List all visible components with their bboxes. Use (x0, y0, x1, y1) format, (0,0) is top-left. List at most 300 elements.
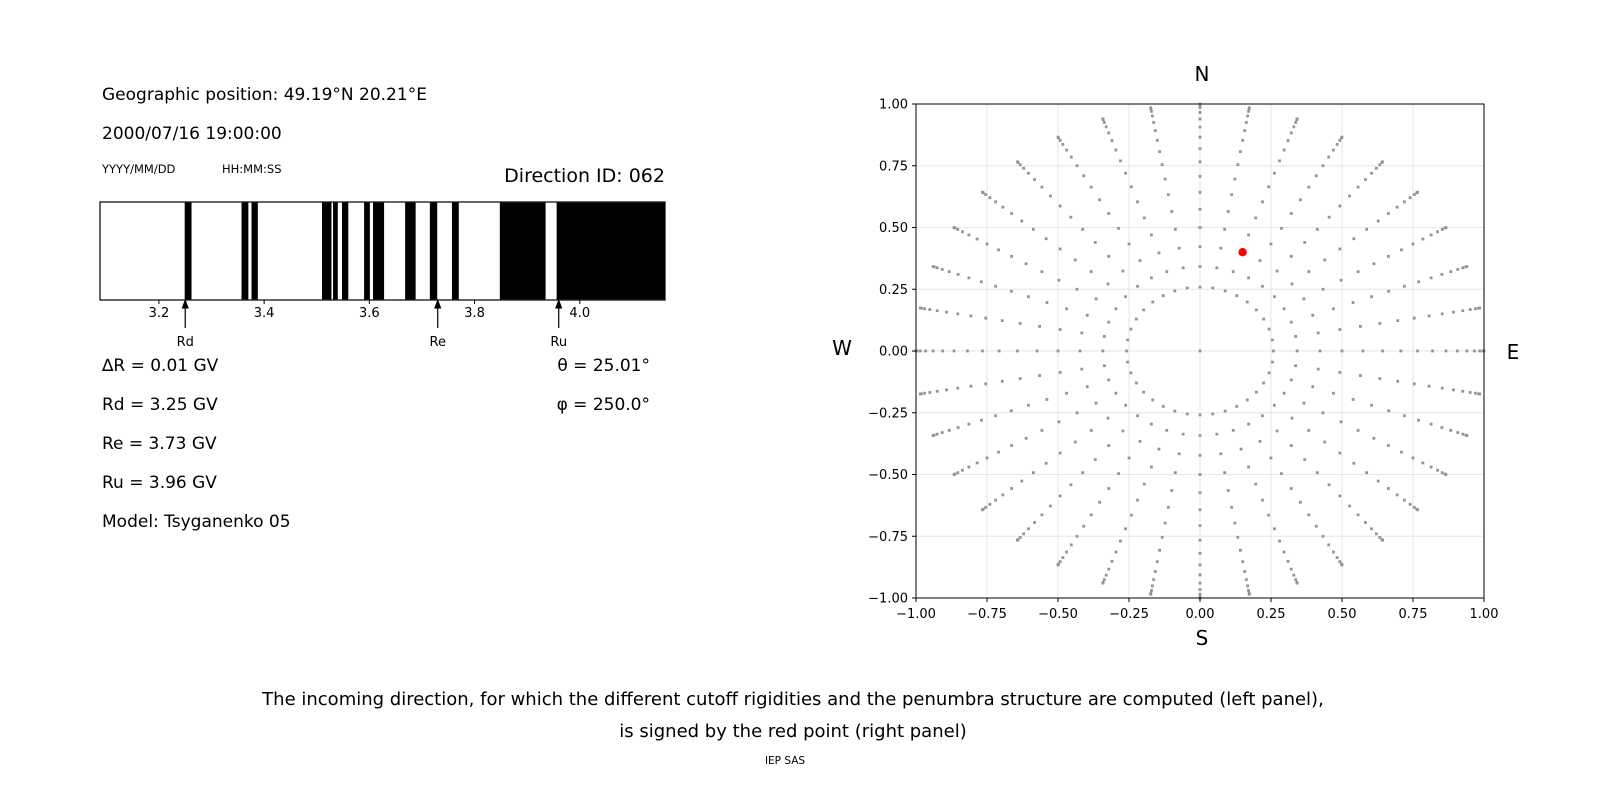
direction-dot (988, 503, 991, 506)
direction-dot (984, 317, 987, 320)
direction-dot (1396, 206, 1399, 209)
direction-dot (1403, 499, 1406, 502)
direction-dot (1057, 564, 1060, 567)
direction-dot (1247, 276, 1250, 279)
direction-grid-dots (915, 103, 1486, 600)
direction-dot (1283, 392, 1286, 395)
x-tick-label: 4.0 (569, 306, 591, 321)
direction-dot (1474, 392, 1477, 395)
direction-dot (1041, 270, 1044, 273)
direction-dot (1038, 325, 1041, 328)
direction-dot (1046, 301, 1049, 304)
direction-dot (1436, 469, 1439, 472)
direction-dot (1022, 532, 1025, 535)
direction-dot (1027, 295, 1030, 298)
direction-dot (1130, 514, 1133, 517)
direction-dot (1409, 503, 1412, 506)
direction-dot (967, 234, 970, 237)
direction-dot (1162, 294, 1165, 297)
direction-dot (1046, 398, 1049, 401)
direction-dot (957, 426, 960, 429)
annotation-label: Rd (176, 335, 194, 350)
direction-dot (1316, 471, 1319, 474)
direction-dot (936, 390, 939, 393)
direction-dot (1199, 286, 1202, 289)
direction-dot (1103, 364, 1106, 367)
direction-dot (1065, 149, 1068, 152)
x-tick-label: 1.00 (1469, 607, 1499, 622)
direction-dot (1291, 283, 1294, 286)
direction-dot (1294, 578, 1297, 581)
direction-dot (1247, 589, 1250, 592)
direction-dot (1296, 582, 1299, 585)
direction-dot (1199, 175, 1202, 178)
direction-dot (1247, 423, 1250, 426)
direction-dot (1246, 301, 1249, 304)
x-tick-label: 3.2 (148, 306, 170, 321)
direction-dot (980, 419, 983, 422)
direction-id-title: Direction ID: 062 (504, 165, 665, 187)
direction-dot (1105, 574, 1108, 577)
direction-dot (1117, 227, 1120, 230)
direction-dot (1278, 540, 1281, 543)
direction-dot (919, 392, 922, 395)
y-tick-label: −0.75 (868, 529, 908, 545)
direction-dot (1290, 444, 1293, 447)
direction-dot (1272, 350, 1275, 353)
direction-dot (1199, 539, 1202, 542)
direction-dot (1162, 405, 1165, 408)
direction-dot (1107, 131, 1110, 134)
direction-dot (1255, 309, 1258, 312)
direction-dot (1332, 551, 1335, 554)
direction-dot (1199, 350, 1202, 353)
x-tick-label: −0.50 (1038, 607, 1078, 622)
direction-dot (1010, 290, 1013, 293)
time-format-hint: HH:MM:SS (222, 162, 282, 176)
direction-dot (1142, 391, 1145, 394)
direction-dot (1240, 448, 1243, 451)
direction-dot (1010, 255, 1013, 258)
direction-dot (1338, 560, 1341, 563)
direction-dot (1317, 368, 1320, 371)
direction-dot (1076, 164, 1079, 167)
direction-dot (1246, 399, 1249, 402)
direction-dot (1303, 458, 1306, 461)
direction-dot (1186, 413, 1189, 416)
direction-dot (1322, 535, 1325, 538)
direction-dot (1403, 200, 1406, 203)
direction-dot (1413, 382, 1416, 385)
direction-dot (1348, 505, 1351, 508)
direction-dot (1403, 285, 1406, 288)
direction-dot (1025, 262, 1028, 265)
param-theta: θ = 25.01° (557, 356, 650, 376)
param-re: Re = 3.73 GV (102, 434, 217, 454)
direction-dot (1119, 159, 1122, 162)
direction-dot (1107, 212, 1110, 215)
direction-dot (1215, 433, 1218, 436)
direction-dot (1338, 328, 1341, 331)
param-ru: Ru = 3.96 GV (102, 473, 217, 493)
direction-dot (1283, 307, 1286, 310)
direction-dot (1262, 382, 1265, 385)
direction-dot (1199, 573, 1202, 576)
direction-dot (1247, 466, 1250, 469)
direction-dot (1236, 163, 1239, 166)
direction-dot (1381, 160, 1384, 163)
direction-dot (1059, 139, 1062, 142)
direction-dot (1156, 560, 1159, 563)
direction-dot (1283, 551, 1286, 554)
direction-dot (1236, 536, 1239, 539)
direction-dot (1061, 556, 1064, 559)
direction-dot (1114, 551, 1117, 554)
direction-dot (1199, 564, 1202, 567)
direction-dot (1107, 417, 1110, 420)
direction-dot (1452, 311, 1455, 314)
direction-dot (1090, 513, 1093, 516)
y-tick-label: −0.25 (868, 406, 908, 422)
direction-dot (1150, 276, 1153, 279)
direction-dot (1441, 387, 1444, 390)
direction-dot (1336, 556, 1339, 559)
direction-dot (1422, 238, 1425, 241)
direction-dot (1082, 174, 1085, 177)
direction-dot (1416, 191, 1419, 194)
direction-dot (1469, 391, 1472, 394)
direction-dot (1430, 466, 1433, 469)
direction-dot (1456, 268, 1459, 271)
direction-dot (1074, 441, 1077, 444)
direction-dot (1338, 205, 1341, 208)
direction-dot (1299, 198, 1302, 201)
credit-text: IEP SAS (764, 755, 806, 767)
direction-dot (1001, 380, 1004, 383)
direction-dot (988, 196, 991, 199)
direction-dot (1370, 527, 1373, 530)
direction-dot (1396, 380, 1399, 383)
direction-dot (1041, 186, 1044, 189)
direction-dot (1259, 259, 1262, 262)
direction-dot (1199, 245, 1202, 248)
y-tick-label: −1.00 (868, 591, 908, 607)
direction-dot (1452, 388, 1455, 391)
direction-dot (1070, 543, 1073, 546)
direction-dot (1178, 247, 1181, 250)
direction-dot (1387, 290, 1390, 293)
direction-dot (1020, 220, 1023, 223)
direction-dot (976, 462, 979, 465)
direction-dot (1294, 335, 1297, 338)
direction-dot (1038, 374, 1041, 377)
direction-dot (1381, 539, 1384, 542)
direction-dot (1041, 429, 1044, 432)
direction-dot (1307, 513, 1310, 516)
direction-dot (1105, 125, 1108, 128)
direction-dot (948, 429, 951, 432)
direction-dot (1248, 106, 1251, 109)
direction-dot (1340, 420, 1343, 423)
direction-dot (1235, 294, 1238, 297)
direction-dot (1338, 248, 1341, 251)
direction-dot (1199, 117, 1202, 120)
direction-dot (1322, 164, 1325, 167)
forbidden-band (373, 203, 384, 300)
direction-dot (1474, 307, 1477, 310)
x-tick-label: 0.50 (1327, 607, 1357, 622)
direction-dot (1142, 309, 1145, 312)
direction-dot (932, 350, 935, 353)
direction-dot (1316, 228, 1319, 231)
direction-dot (1199, 191, 1202, 194)
direction-dot (1327, 543, 1330, 546)
direction-dot (1154, 129, 1157, 132)
direction-dot (1150, 234, 1153, 237)
direction-dot (1150, 466, 1153, 469)
direction-dot (1057, 136, 1060, 139)
direction-dot (1280, 472, 1283, 475)
direction-dot (1041, 513, 1044, 516)
direction-dot (1128, 457, 1131, 460)
direction-dot (1199, 491, 1202, 494)
direction-dot (1065, 307, 1068, 310)
direction-dot (1150, 110, 1153, 113)
direction-dot (1136, 414, 1139, 417)
direction-dot (1430, 234, 1433, 237)
direction-dot (1170, 210, 1173, 213)
direction-dot (1299, 501, 1302, 504)
direction-dot (953, 473, 956, 476)
direction-dot (1224, 290, 1227, 293)
direction-dot (1357, 513, 1360, 516)
direction-dot (1151, 585, 1154, 588)
direction-dot (1152, 121, 1155, 124)
caption-line-2: is signed by the red point (right panel) (619, 721, 967, 742)
direction-dot (1158, 549, 1161, 552)
direction-dot (1080, 368, 1083, 371)
direction-dot (981, 191, 984, 194)
direction-dot (1119, 540, 1122, 543)
direction-dot (1290, 487, 1293, 490)
direction-dot (1478, 392, 1481, 395)
direction-dot (1010, 409, 1013, 412)
annotation-label: Re (429, 335, 446, 350)
direction-dot (1290, 378, 1293, 381)
direction-dot (1292, 574, 1295, 577)
direction-dot (1121, 430, 1124, 433)
direction-dot (1409, 196, 1412, 199)
direction-dot (1032, 228, 1035, 231)
direction-dot (1128, 243, 1131, 246)
forbidden-band (185, 203, 192, 300)
direction-dot (1456, 350, 1459, 353)
direction-dot (941, 350, 944, 353)
direction-dot (1261, 414, 1264, 417)
direction-dot (1387, 409, 1390, 412)
direction-dot (986, 457, 989, 460)
direction-dot (1199, 136, 1202, 139)
direction-dot (1445, 350, 1448, 353)
direction-dot (953, 226, 956, 229)
direction-dot (1090, 429, 1093, 432)
direction-dot (1315, 174, 1318, 177)
direction-dot (1199, 582, 1202, 585)
direction-dot (1341, 350, 1344, 353)
forbidden-band (557, 203, 665, 300)
direction-dot (1199, 265, 1202, 268)
direction-dot (1271, 338, 1274, 341)
param-model: Model: Tsyganenko 05 (102, 512, 291, 532)
direction-dot (1027, 404, 1030, 407)
direction-dot (1268, 371, 1271, 374)
direction-dot (1247, 110, 1250, 113)
direction-dot (967, 466, 970, 469)
direction-dot (1378, 377, 1381, 380)
direction-dot (1164, 522, 1167, 525)
direction-dot (1107, 321, 1110, 324)
direction-dot (1090, 270, 1093, 273)
direction-dot (1199, 111, 1202, 114)
direction-dot (1332, 149, 1335, 152)
direction-dot (1461, 266, 1464, 269)
direction-dot (1101, 350, 1104, 353)
direction-dot (1049, 195, 1052, 198)
direction-dot (1158, 150, 1161, 153)
x-tick-label: 3.8 (464, 306, 485, 321)
direction-dot (1070, 216, 1073, 219)
direction-dot (1150, 423, 1153, 426)
direction-dot (1478, 307, 1481, 310)
direction-dot (1059, 560, 1062, 563)
direction-dot (928, 308, 931, 311)
x-tick-label: 3.4 (253, 306, 275, 321)
direction-dot (1154, 570, 1157, 573)
direction-dot (1440, 426, 1443, 429)
direction-dot (1365, 471, 1368, 474)
direction-dot (1332, 392, 1335, 395)
annotation-label: Ru (550, 335, 568, 350)
x-tick-label: −0.25 (1109, 607, 1149, 622)
direction-dot (1478, 350, 1481, 353)
direction-dot (1399, 350, 1402, 353)
direction-dot (1065, 392, 1068, 395)
direction-dot (969, 314, 972, 317)
direction-dot (1151, 115, 1154, 118)
direction-dot (1303, 297, 1306, 300)
direction-dot (941, 268, 944, 271)
direction-dot (1276, 430, 1279, 433)
direction-dot (994, 200, 997, 203)
direction-dot (1430, 276, 1433, 279)
direction-dot (1294, 364, 1297, 367)
direction-dot (1107, 487, 1110, 490)
direction-dot (1032, 471, 1035, 474)
direction-dot (1174, 471, 1177, 474)
direction-dot (945, 311, 948, 314)
direction-dot (1111, 560, 1114, 563)
direction-dot (1261, 499, 1264, 502)
y-tick-label: 0.25 (879, 282, 908, 298)
param-delta-r: ∆R = 0.01 GV (102, 356, 219, 376)
direction-dot (1465, 350, 1468, 353)
direction-dot (1247, 234, 1250, 237)
direction-dot (1135, 382, 1138, 385)
direction-dot (1098, 501, 1101, 504)
direction-dot (1033, 178, 1036, 181)
direction-dot (1370, 295, 1373, 298)
direction-dot (1327, 156, 1330, 159)
direction-dot (1156, 139, 1159, 142)
direction-dot (1182, 433, 1185, 436)
direction-dot (1261, 200, 1264, 203)
direction-dot (1103, 335, 1106, 338)
direction-dot (1143, 483, 1146, 486)
direction-dot (948, 270, 951, 273)
direction-dot (1230, 193, 1233, 196)
direction-dot (1059, 205, 1062, 208)
direction-dot (1149, 106, 1152, 109)
direction-dot (1223, 228, 1226, 231)
direction-dot (967, 423, 970, 426)
direction-dot (1413, 506, 1416, 509)
direction-dot (1283, 149, 1286, 152)
direction-dot (966, 350, 969, 353)
direction-dot (1387, 212, 1390, 215)
direction-dot (1059, 371, 1062, 374)
x-tick-label: −0.75 (967, 607, 1007, 622)
direction-dot (961, 469, 964, 472)
direction-plot (820, 40, 1560, 660)
direction-dot (1025, 437, 1028, 440)
direction-dot (1130, 371, 1133, 374)
direction-dot (1340, 279, 1343, 282)
direction-dot (1441, 312, 1444, 315)
direction-dot (1111, 139, 1114, 142)
direction-dot (1387, 255, 1390, 258)
direction-dot (1290, 131, 1293, 134)
direction-dot (1417, 280, 1420, 283)
forbidden-band (252, 203, 258, 300)
direction-dot (1303, 241, 1306, 244)
x-tick-label: 3.6 (359, 306, 380, 321)
direction-dot (1287, 560, 1290, 563)
param-phi: φ = 250.0° (556, 395, 650, 415)
direction-dot (1076, 288, 1079, 291)
forbidden-band (333, 203, 338, 300)
direction-dot (1375, 167, 1378, 170)
direction-dot (1328, 483, 1331, 486)
direction-dot (1365, 228, 1368, 231)
direction-dot (1436, 230, 1439, 233)
direction-dot (936, 266, 939, 269)
direction-dot (1400, 248, 1403, 251)
direction-dot (1081, 471, 1084, 474)
direction-dot (1158, 448, 1161, 451)
direction-dot (1114, 392, 1117, 395)
direction-dot (1174, 228, 1177, 231)
direction-dot (932, 265, 935, 268)
direction-dot (1219, 247, 1222, 250)
direction-dot (1364, 178, 1367, 181)
direction-dot (1059, 495, 1062, 498)
direction-dot (1139, 440, 1142, 443)
direction-dot (1311, 385, 1314, 388)
direction-dot (1199, 524, 1202, 527)
direction-dot (1417, 419, 1420, 422)
direction-dot (1061, 143, 1064, 146)
direction-dot (1125, 350, 1128, 353)
